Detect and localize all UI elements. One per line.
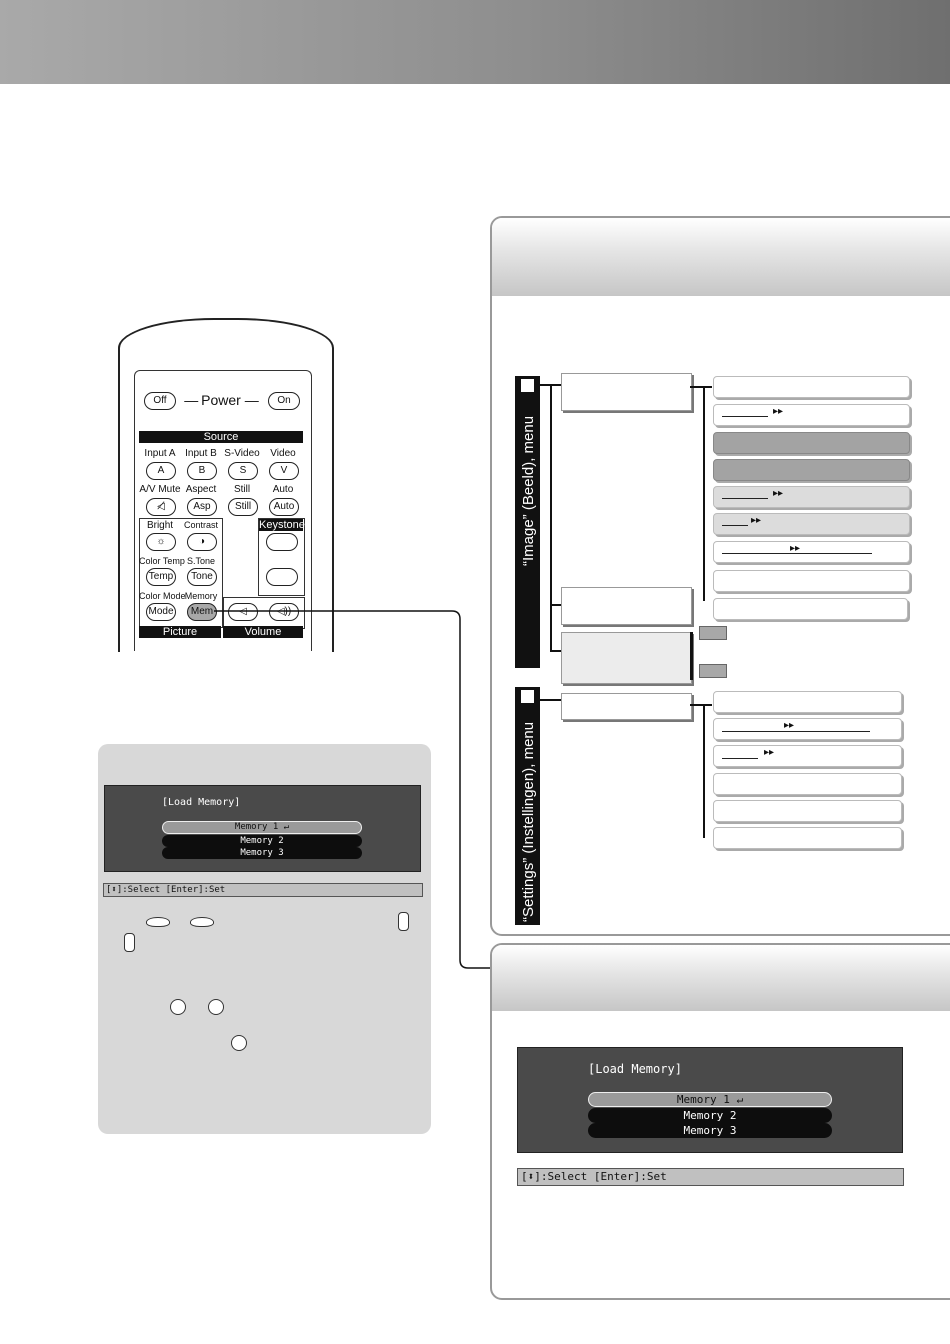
osd-large-hint: [⬍]:Select [Enter]:Set (517, 1168, 904, 1186)
settings-item-3-underline (722, 758, 758, 759)
volume-down-button[interactable]: ◁ (228, 603, 258, 621)
aspect-button[interactable]: Asp (187, 498, 217, 516)
still-button[interactable]: Still (228, 498, 258, 516)
osd-large-memory-3[interactable]: Memory 3 (588, 1123, 832, 1138)
auto-button[interactable]: Auto (269, 498, 299, 516)
esc-round-icon (231, 1035, 247, 1051)
input-b-button[interactable]: B (187, 462, 217, 480)
color-temp-label: Color Temp (139, 556, 185, 566)
settings-item-6[interactable] (713, 827, 902, 849)
av-mute-button[interactable]: ◁̸ (146, 498, 176, 516)
power-label-text: Power (201, 392, 241, 408)
video-button[interactable]: V (269, 462, 299, 480)
image-item-2-arrow-icon: ▸▸ (773, 406, 784, 417)
s-tone-label: S.Tone (186, 556, 216, 566)
power-label: — Power — (184, 392, 258, 408)
image-menu-square-icon (521, 379, 534, 392)
input-a-button[interactable]: A (146, 462, 176, 480)
power-on-button[interactable]: On (268, 392, 300, 410)
image-items-line (703, 386, 705, 601)
keystone-band: Keystone (259, 519, 305, 531)
settings-item-3[interactable] (713, 745, 902, 767)
scroll-down-icon (124, 933, 135, 952)
settings-item-2[interactable] (713, 718, 902, 740)
menu-button-icon (170, 999, 186, 1015)
image-item-2[interactable] (713, 404, 910, 426)
tone-button[interactable]: Tone (187, 568, 217, 586)
source-band: Source (139, 431, 303, 443)
osd-large-memory-1[interactable]: Memory 1 ↵ (588, 1092, 832, 1107)
mem-button[interactable]: Mem (187, 603, 217, 621)
settings-item-2-underline (722, 731, 870, 732)
image-category-1[interactable] (561, 373, 692, 411)
category-3-option-2 (699, 664, 727, 678)
osd-small-memory-3[interactable]: Memory 3 (162, 847, 362, 859)
image-item-8[interactable] (713, 570, 910, 592)
input-b-label: Input B (185, 448, 217, 459)
enter-button-icon (146, 917, 170, 927)
bright-label: Bright (146, 520, 174, 531)
image-item-7-arrow-icon: ▸▸ (790, 543, 801, 554)
image-item-6[interactable] (713, 513, 910, 535)
picture-band: Picture (139, 626, 221, 638)
category-3-marker (690, 632, 693, 680)
osd-large-memory-2[interactable]: Memory 2 (588, 1108, 832, 1123)
image-item-9[interactable] (713, 598, 908, 620)
osd-small-title: [Load Memory] (162, 797, 241, 808)
image-tree-branch-1 (540, 384, 561, 386)
image-tree-branch-2 (550, 604, 561, 606)
image-items-branch (690, 386, 712, 388)
image-category-2[interactable] (561, 587, 692, 625)
image-item-6-arrow-icon: ▸▸ (751, 515, 762, 526)
image-item-5-underline (722, 498, 768, 499)
contrast-label: Contrast (183, 520, 218, 530)
esc-button-icon (190, 917, 214, 927)
settings-item-4[interactable] (713, 773, 902, 795)
auto-label: Auto (272, 484, 294, 495)
settings-category-1[interactable] (561, 693, 692, 720)
image-item-7[interactable] (713, 541, 910, 563)
osd-small-memory-2[interactable]: Memory 2 (162, 835, 362, 847)
settings-tree-branch (540, 699, 561, 701)
s-video-button[interactable]: S (228, 462, 258, 480)
image-category-3[interactable] (561, 632, 692, 684)
settings-menu-square-icon (521, 690, 534, 703)
memory-label: Memory (184, 591, 218, 601)
image-item-5[interactable] (713, 486, 910, 508)
contrast-button[interactable]: ◑ (187, 533, 217, 551)
image-tree-line (550, 384, 552, 651)
osd-large-title: [Load Memory] (588, 1062, 682, 1076)
enter-round-icon (208, 999, 224, 1015)
input-a-label: Input A (144, 448, 176, 459)
image-item-6-underline (722, 525, 748, 526)
still-label: Still (233, 484, 251, 495)
image-item-5-arrow-icon: ▸▸ (773, 488, 784, 499)
menu-panel-header (492, 218, 950, 296)
image-menu-label: “Image” (Beeld), menu (520, 415, 537, 566)
settings-item-5[interactable] (713, 800, 902, 822)
bright-button[interactable]: ☼ (146, 533, 176, 551)
osd-small-hint: [⬍]:Select [Enter]:Set (103, 883, 423, 897)
settings-items-line (703, 704, 705, 838)
image-item-4[interactable] (713, 459, 910, 481)
settings-item-1[interactable] (713, 691, 902, 713)
category-3-option-1 (699, 626, 727, 640)
power-off-button[interactable]: Off (144, 392, 176, 410)
color-mode-label: Color Mode (139, 591, 186, 601)
s-video-label: S-Video (224, 448, 260, 459)
av-mute-label: A/V Mute (139, 484, 181, 495)
video-label: Video (270, 448, 296, 459)
image-item-1[interactable] (713, 376, 910, 398)
image-item-3[interactable] (713, 432, 910, 454)
mode-button[interactable]: Mode (146, 603, 176, 621)
image-tree-branch-3 (550, 650, 561, 652)
scroll-up-icon (398, 912, 409, 931)
load-memory-panel-header (492, 945, 950, 1011)
osd-small-memory-1[interactable]: Memory 1 ↵ (162, 821, 362, 834)
settings-menu-label: “Settings” (Instellingen), menu (520, 721, 537, 922)
volume-up-button[interactable]: ◁)) (269, 603, 299, 621)
volume-band: Volume (223, 626, 303, 638)
settings-item-3-arrow-icon: ▸▸ (764, 747, 775, 758)
settings-items-branch (690, 704, 712, 706)
settings-item-2-arrow-icon: ▸▸ (784, 720, 795, 731)
temp-button[interactable]: Temp (146, 568, 176, 586)
aspect-label: Aspect (185, 484, 217, 495)
image-item-2-underline (722, 416, 768, 417)
